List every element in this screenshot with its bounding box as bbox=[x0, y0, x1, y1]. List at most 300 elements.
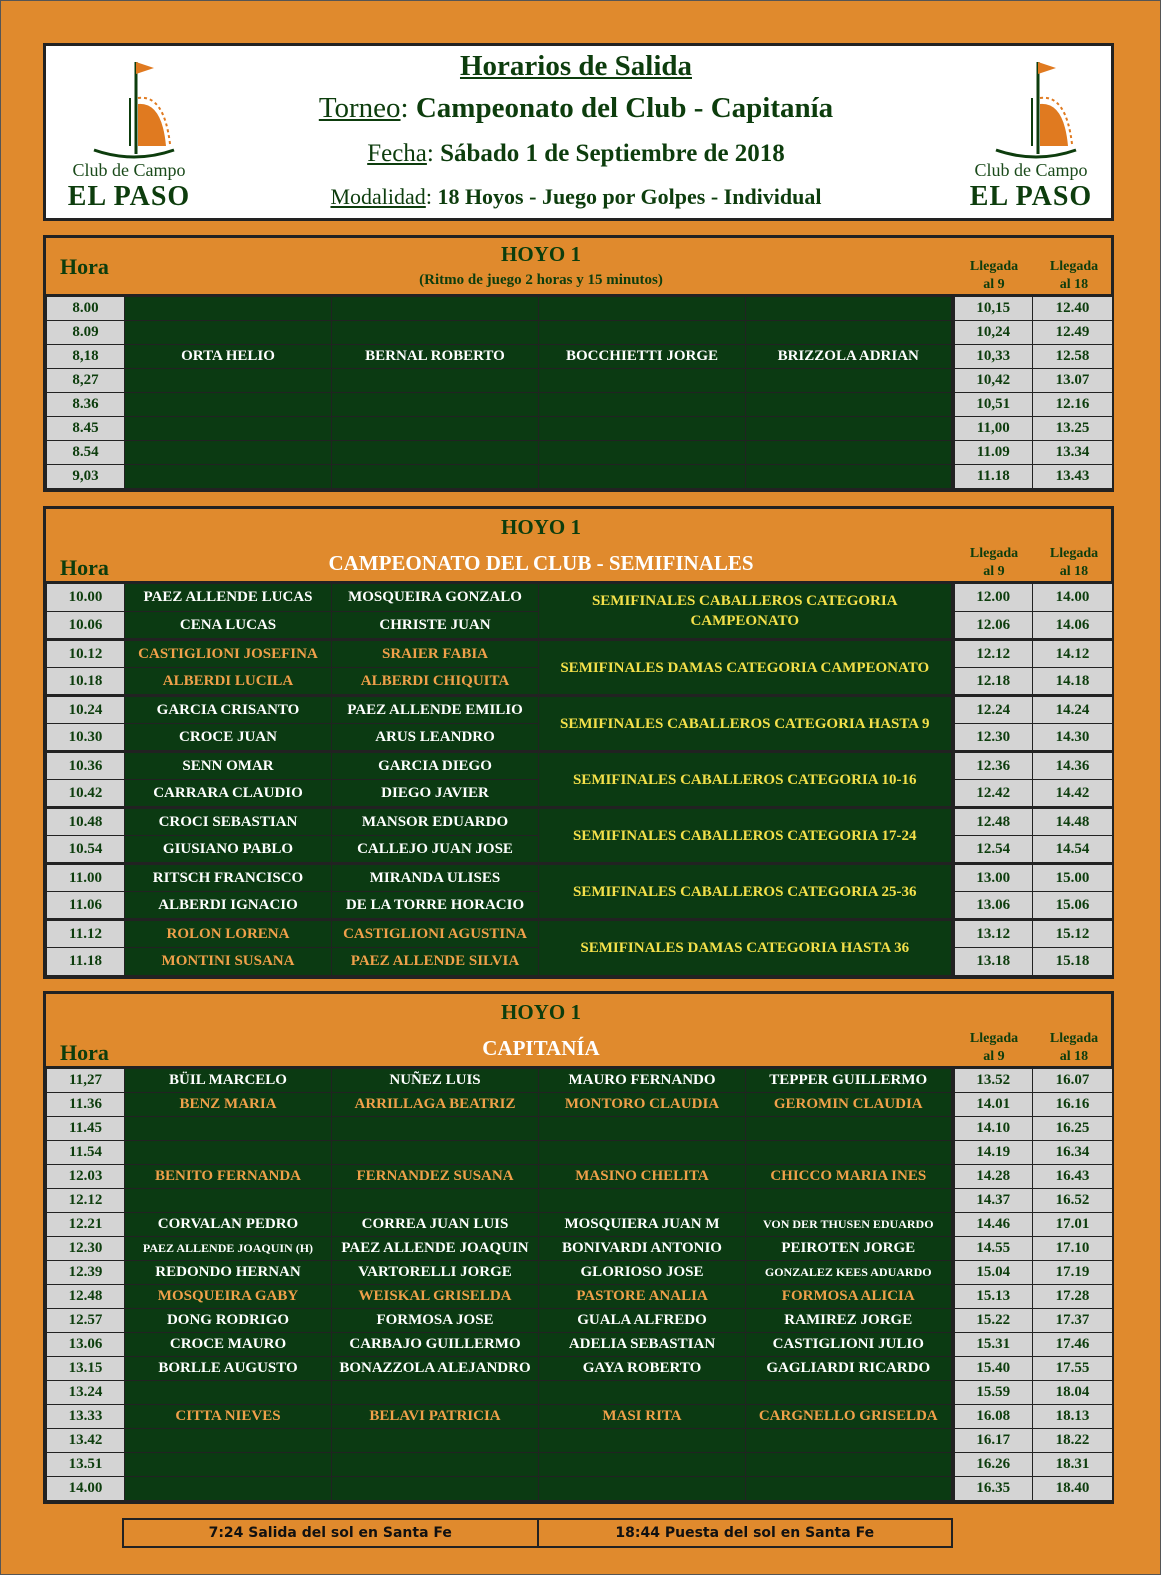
torneo-value: Campeonato del Club - Capitanía bbox=[415, 92, 834, 124]
player-name: CASTIGLIONI AGUSTINA bbox=[332, 920, 539, 948]
table-row bbox=[47, 640, 1113, 668]
table-row bbox=[47, 1165, 1113, 1189]
club-logo-right bbox=[956, 54, 1106, 214]
arrival-18: 14.24 bbox=[1033, 696, 1113, 724]
semifinal-table bbox=[46, 583, 1113, 976]
page-title: Horarios de Salida bbox=[459, 50, 692, 82]
player-name: GAGLIARDI RICARDO bbox=[746, 1357, 953, 1381]
player-name: ARRILLAGA BEATRIZ bbox=[332, 1093, 539, 1117]
arrival-18: 17.19 bbox=[1033, 1261, 1113, 1285]
tee-time: 8.09 bbox=[47, 321, 125, 345]
player-name bbox=[332, 1453, 539, 1477]
arrival-18: 14.12 bbox=[1033, 640, 1113, 668]
player-name bbox=[746, 1453, 953, 1477]
arrival-18: 17.10 bbox=[1033, 1237, 1113, 1261]
table-row bbox=[47, 1357, 1113, 1381]
arrival-18: 14.30 bbox=[1033, 724, 1113, 752]
player-name: CARBAJO GUILLERMO bbox=[332, 1333, 539, 1357]
player-name: RAMIREZ JORGE bbox=[746, 1309, 953, 1333]
player-name: WEISKAL GRISELDA bbox=[332, 1285, 539, 1309]
player-name bbox=[125, 465, 332, 489]
player-name: PAEZ ALLENDE JOAQUIN bbox=[332, 1237, 539, 1261]
capitania-table bbox=[46, 1068, 1113, 1501]
player-name bbox=[539, 1477, 746, 1501]
player-name bbox=[539, 1117, 746, 1141]
section-subtitle: CAMPEONATO DEL CLUB - SEMIFINALES bbox=[328, 551, 754, 575]
player-name: MANSOR EDUARDO bbox=[332, 808, 539, 836]
player-name: CROCE MAURO bbox=[125, 1333, 332, 1357]
category-label: SEMIFINALES DAMAS CATEGORIA CAMPEONATO bbox=[539, 640, 953, 696]
player-name bbox=[332, 1141, 539, 1165]
table-row bbox=[47, 441, 1113, 465]
player-name bbox=[125, 1429, 332, 1453]
tee-time: 12.21 bbox=[47, 1213, 125, 1237]
club-logo-left bbox=[54, 54, 204, 214]
arrival-18: 14.18 bbox=[1033, 668, 1113, 696]
table-row bbox=[47, 920, 1113, 948]
arrival-9: 14.28 bbox=[953, 1165, 1033, 1189]
al9-label: al 9 bbox=[983, 1049, 1005, 1064]
table-row bbox=[47, 1117, 1113, 1141]
player-name bbox=[125, 441, 332, 465]
player-name: GONZALEZ KEES ADUARDO bbox=[746, 1261, 953, 1285]
player-name bbox=[125, 321, 332, 345]
section-title: HOYO 1 bbox=[501, 1000, 581, 1024]
table-row bbox=[47, 321, 1113, 345]
player-name: BENITO FERNANDA bbox=[125, 1165, 332, 1189]
arrival-18: 13.34 bbox=[1033, 441, 1113, 465]
arrival-18: 16.25 bbox=[1033, 1117, 1113, 1141]
section-semifinales bbox=[43, 506, 1114, 979]
section-header bbox=[46, 994, 1111, 1068]
section-title: HOYO 1 bbox=[501, 242, 581, 266]
tee-time: 12.48 bbox=[47, 1285, 125, 1309]
tee-time: 13.33 bbox=[47, 1405, 125, 1429]
player-name bbox=[332, 393, 539, 417]
arrival-18: 13.07 bbox=[1033, 369, 1113, 393]
logo-club-text: Club de Campo bbox=[72, 160, 186, 180]
player-name: ALBERDI LUCILA bbox=[125, 668, 332, 696]
player-name: CARGNELLO GRISELDA bbox=[746, 1405, 953, 1429]
table-row bbox=[47, 1309, 1113, 1333]
player-name: BONIVARDI ANTONIO bbox=[539, 1237, 746, 1261]
player-name: ADELIA SEBASTIAN bbox=[539, 1333, 746, 1357]
llegada18-header bbox=[1034, 545, 1114, 581]
arrival-9: 10,24 bbox=[953, 321, 1033, 345]
player-name: GARCIA CRISANTO bbox=[125, 696, 332, 724]
player-name: FORMOSA ALICIA bbox=[746, 1285, 953, 1309]
player-name: CORREA JUAN LUIS bbox=[332, 1213, 539, 1237]
tee-time: 14.00 bbox=[47, 1477, 125, 1501]
tee-time: 10.36 bbox=[47, 752, 125, 780]
player-name: MIRANDA ULISES bbox=[332, 864, 539, 892]
player-name: BOCCHIETTI JORGE bbox=[539, 345, 746, 369]
sunset-text: 18:44 Puesta del sol en Santa Fe bbox=[537, 1520, 952, 1546]
arrival-18: 18.31 bbox=[1033, 1453, 1113, 1477]
arrival-9: 12.12 bbox=[953, 640, 1033, 668]
tee-time: 9,03 bbox=[47, 465, 125, 489]
logo-club-text: Club de Campo bbox=[974, 160, 1088, 180]
arrival-9: 14.01 bbox=[953, 1093, 1033, 1117]
arrival-9: 14.55 bbox=[953, 1237, 1033, 1261]
arrival-18: 17.46 bbox=[1033, 1333, 1113, 1357]
tee-time: 8,18 bbox=[47, 345, 125, 369]
arrival-9: 14.10 bbox=[953, 1117, 1033, 1141]
player-name bbox=[746, 297, 953, 321]
tee-time: 10.54 bbox=[47, 836, 125, 864]
player-name bbox=[746, 369, 953, 393]
player-name: GLORIOSO JOSE bbox=[539, 1261, 746, 1285]
arrival-18: 17.01 bbox=[1033, 1213, 1113, 1237]
tee-time: 10.30 bbox=[47, 724, 125, 752]
player-name bbox=[332, 1477, 539, 1501]
title-block bbox=[226, 50, 926, 218]
player-name bbox=[539, 1189, 746, 1213]
logo-name-text: EL PASO bbox=[969, 181, 1093, 212]
player-name: RITSCH FRANCISCO bbox=[125, 864, 332, 892]
hora-header: Hora bbox=[60, 555, 109, 580]
player-name: SRAIER FABIA bbox=[332, 640, 539, 668]
arrival-18: 17.28 bbox=[1033, 1285, 1113, 1309]
section-subtitle: CAPITANÍA bbox=[482, 1036, 600, 1060]
tee-time: 10.18 bbox=[47, 668, 125, 696]
tee-times-table bbox=[46, 296, 1113, 489]
section-hoyo1-general bbox=[43, 235, 1114, 492]
tee-time: 8.00 bbox=[47, 297, 125, 321]
table-row bbox=[47, 1477, 1113, 1501]
player-name: MASI RITA bbox=[539, 1405, 746, 1429]
fecha-line: Fecha: Sábado 1 de Septiembre de 2018 bbox=[367, 140, 785, 167]
player-name: GAYA ROBERTO bbox=[539, 1357, 746, 1381]
player-name: ORTA HELIO bbox=[125, 345, 332, 369]
player-name: GUALA ALFREDO bbox=[539, 1309, 746, 1333]
arrival-9: 15.59 bbox=[953, 1381, 1033, 1405]
table-row bbox=[47, 584, 1113, 612]
player-name: MOSQUIERA JUAN M bbox=[539, 1213, 746, 1237]
player-name bbox=[539, 369, 746, 393]
arrival-9: 13.12 bbox=[953, 920, 1033, 948]
player-name: PAEZ ALLENDE JOAQUIN (H) bbox=[125, 1237, 332, 1261]
llegada9-header bbox=[954, 545, 1034, 581]
arrival-9: 12.00 bbox=[953, 584, 1033, 612]
player-name bbox=[746, 1429, 953, 1453]
arrival-9: 12.36 bbox=[953, 752, 1033, 780]
arrival-9: 12.18 bbox=[953, 668, 1033, 696]
player-name: PAEZ ALLENDE LUCAS bbox=[125, 584, 332, 612]
player-name bbox=[125, 369, 332, 393]
flag-sail-icon bbox=[74, 54, 184, 164]
player-name: DE LA TORRE HORACIO bbox=[332, 892, 539, 920]
torneo-line: Torneo: Campeonato del Club - Capitanía bbox=[318, 92, 834, 124]
player-name bbox=[746, 417, 953, 441]
table-row bbox=[47, 1261, 1113, 1285]
arrival-18: 15.06 bbox=[1033, 892, 1113, 920]
arrival-18: 17.55 bbox=[1033, 1357, 1113, 1381]
table-row bbox=[47, 1189, 1113, 1213]
player-name: MOSQUEIRA GONZALO bbox=[332, 584, 539, 612]
llegada18-header bbox=[1034, 1030, 1114, 1066]
player-name: BONAZZOLA ALEJANDRO bbox=[332, 1357, 539, 1381]
player-name bbox=[746, 441, 953, 465]
player-name: CHICCO MARIA INES bbox=[746, 1165, 953, 1189]
player-name bbox=[332, 1189, 539, 1213]
arrival-18: 16.43 bbox=[1033, 1165, 1113, 1189]
table-row bbox=[47, 1141, 1113, 1165]
arrival-9: 12.24 bbox=[953, 696, 1033, 724]
tee-time: 10.00 bbox=[47, 584, 125, 612]
arrival-18: 18.40 bbox=[1033, 1477, 1113, 1501]
player-name: ALBERDI CHIQUITA bbox=[332, 668, 539, 696]
player-name: CHRISTE JUAN bbox=[332, 612, 539, 640]
player-name bbox=[746, 1117, 953, 1141]
llegada-label: Llegada bbox=[969, 1031, 1019, 1046]
table-row bbox=[47, 808, 1113, 836]
tee-time: 13.42 bbox=[47, 1429, 125, 1453]
player-name bbox=[539, 1429, 746, 1453]
llegada9-header bbox=[954, 258, 1034, 294]
fecha-value: Sábado 1 de Septiembre de 2018 bbox=[440, 140, 785, 167]
arrival-9: 11.09 bbox=[953, 441, 1033, 465]
arrival-18: 18.04 bbox=[1033, 1381, 1113, 1405]
tee-time: 12.12 bbox=[47, 1189, 125, 1213]
arrival-18: 18.22 bbox=[1033, 1429, 1113, 1453]
arrival-18: 16.16 bbox=[1033, 1093, 1113, 1117]
player-name bbox=[125, 1141, 332, 1165]
player-name: DIEGO JAVIER bbox=[332, 780, 539, 808]
arrival-9: 12.42 bbox=[953, 780, 1033, 808]
arrival-18: 12.16 bbox=[1033, 393, 1113, 417]
tee-time: 12.57 bbox=[47, 1309, 125, 1333]
player-name: BELAVI PATRICIA bbox=[332, 1405, 539, 1429]
tee-time: 11.54 bbox=[47, 1141, 125, 1165]
tee-time: 11.36 bbox=[47, 1093, 125, 1117]
player-name bbox=[746, 1189, 953, 1213]
tee-time: 13.51 bbox=[47, 1453, 125, 1477]
player-name bbox=[125, 393, 332, 417]
player-name bbox=[332, 297, 539, 321]
arrival-9: 14.46 bbox=[953, 1213, 1033, 1237]
player-name bbox=[746, 1381, 953, 1405]
table-row bbox=[47, 1429, 1113, 1453]
tee-time: 10.48 bbox=[47, 808, 125, 836]
table-row bbox=[47, 1069, 1113, 1093]
player-name bbox=[746, 465, 953, 489]
table-row bbox=[47, 1453, 1113, 1477]
tee-time: 13.24 bbox=[47, 1381, 125, 1405]
player-name: CASTIGLIONI JULIO bbox=[746, 1333, 953, 1357]
player-name bbox=[332, 465, 539, 489]
arrival-18: 16.34 bbox=[1033, 1141, 1113, 1165]
table-row bbox=[47, 465, 1113, 489]
player-name: MONTINI SUSANA bbox=[125, 948, 332, 976]
player-name: GIUSIANO PABLO bbox=[125, 836, 332, 864]
arrival-18: 12.40 bbox=[1033, 297, 1113, 321]
table-row bbox=[47, 1213, 1113, 1237]
llegada-label: Llegada bbox=[1049, 259, 1099, 274]
tee-time: 11.18 bbox=[47, 948, 125, 976]
player-name bbox=[746, 393, 953, 417]
player-name: CORVALAN PEDRO bbox=[125, 1213, 332, 1237]
player-name bbox=[539, 297, 746, 321]
player-name bbox=[332, 1381, 539, 1405]
player-name: PAEZ ALLENDE EMILIO bbox=[332, 696, 539, 724]
player-name: TEPPER GUILLERMO bbox=[746, 1069, 953, 1093]
player-name: NUÑEZ LUIS bbox=[332, 1069, 539, 1093]
table-row bbox=[47, 1381, 1113, 1405]
arrival-18: 17.37 bbox=[1033, 1309, 1113, 1333]
player-name bbox=[539, 441, 746, 465]
table-row bbox=[47, 297, 1113, 321]
tee-time: 11,27 bbox=[47, 1069, 125, 1093]
player-name: DONG RODRIGO bbox=[125, 1309, 332, 1333]
logo-name-text: EL PASO bbox=[67, 181, 191, 212]
arrival-9: 10,51 bbox=[953, 393, 1033, 417]
player-name: FERNANDEZ SUSANA bbox=[332, 1165, 539, 1189]
tee-time: 8,27 bbox=[47, 369, 125, 393]
arrival-9: 16.17 bbox=[953, 1429, 1033, 1453]
player-name bbox=[125, 1381, 332, 1405]
arrival-9: 13.06 bbox=[953, 892, 1033, 920]
arrival-9: 12.54 bbox=[953, 836, 1033, 864]
table-row bbox=[47, 752, 1113, 780]
player-name: PAEZ ALLENDE SILVIA bbox=[332, 948, 539, 976]
arrival-18: 16.52 bbox=[1033, 1189, 1113, 1213]
arrival-18: 14.00 bbox=[1033, 584, 1113, 612]
player-name bbox=[125, 1189, 332, 1213]
arrival-18: 13.25 bbox=[1033, 417, 1113, 441]
torneo-label: Torneo bbox=[318, 92, 401, 124]
player-name: GARCIA DIEGO bbox=[332, 752, 539, 780]
player-name: MOSQUEIRA GABY bbox=[125, 1285, 332, 1309]
arrival-18: 14.48 bbox=[1033, 808, 1113, 836]
player-name bbox=[746, 1141, 953, 1165]
table-row bbox=[47, 696, 1113, 724]
llegada9-header bbox=[954, 1030, 1034, 1066]
category-label: SEMIFINALES CABALLEROS CATEGORIA 17-24 bbox=[539, 808, 953, 864]
arrival-9: 15.22 bbox=[953, 1309, 1033, 1333]
hora-header: Hora bbox=[60, 254, 109, 279]
tee-time: 13.15 bbox=[47, 1357, 125, 1381]
llegada-label: Llegada bbox=[1049, 546, 1099, 561]
player-name bbox=[125, 417, 332, 441]
player-name bbox=[332, 417, 539, 441]
tee-time: 8.36 bbox=[47, 393, 125, 417]
arrival-18: 12.58 bbox=[1033, 345, 1113, 369]
arrival-18: 15.00 bbox=[1033, 864, 1113, 892]
player-name: CASTIGLIONI JOSEFINA bbox=[125, 640, 332, 668]
al9-label: al 9 bbox=[983, 564, 1005, 579]
player-name: BRIZZOLA ADRIAN bbox=[746, 345, 953, 369]
player-name: CENA LUCAS bbox=[125, 612, 332, 640]
tee-time: 11.06 bbox=[47, 892, 125, 920]
player-name bbox=[332, 321, 539, 345]
arrival-18: 15.18 bbox=[1033, 948, 1113, 976]
arrival-9: 15.04 bbox=[953, 1261, 1033, 1285]
player-name: BENZ MARIA bbox=[125, 1093, 332, 1117]
tee-time: 8.45 bbox=[47, 417, 125, 441]
arrival-9: 15.40 bbox=[953, 1357, 1033, 1381]
section-subtitle: (Ritmo de juego 2 horas y 15 minutos) bbox=[419, 272, 663, 288]
player-name: ROLON LORENA bbox=[125, 920, 332, 948]
arrival-9: 11,00 bbox=[953, 417, 1033, 441]
player-name: FORMOSA JOSE bbox=[332, 1309, 539, 1333]
player-name: VON DER THUSEN EDUARDO bbox=[746, 1213, 953, 1237]
table-row bbox=[47, 1333, 1113, 1357]
category-label: SEMIFINALES DAMAS CATEGORIA HASTA 36 bbox=[539, 920, 953, 976]
player-name: MAURO FERNANDO bbox=[539, 1069, 746, 1093]
modalidad-line: Modalidad: 18 Hoyos - Juego por Golpes - Individual bbox=[330, 184, 822, 209]
category-label: SEMIFINALES CABALLEROS CATEGORIA 10-16 bbox=[539, 752, 953, 808]
player-name bbox=[332, 1429, 539, 1453]
table-row bbox=[47, 417, 1113, 441]
tee-time: 12.39 bbox=[47, 1261, 125, 1285]
tee-time: 10.12 bbox=[47, 640, 125, 668]
category-label: SEMIFINALES CABALLEROS CATEGORIA HASTA 9 bbox=[539, 696, 953, 752]
arrival-9: 16.08 bbox=[953, 1405, 1033, 1429]
arrival-9: 12.48 bbox=[953, 808, 1033, 836]
table-row bbox=[47, 864, 1113, 892]
arrival-18: 14.36 bbox=[1033, 752, 1113, 780]
player-name bbox=[125, 1117, 332, 1141]
sunrise-text: 7:24 Salida del sol en Santa Fe bbox=[208, 1525, 452, 1541]
player-name: MONTORO CLAUDIA bbox=[539, 1093, 746, 1117]
arrival-9: 16.35 bbox=[953, 1477, 1033, 1501]
player-name: ALBERDI IGNACIO bbox=[125, 892, 332, 920]
arrival-9: 11.18 bbox=[953, 465, 1033, 489]
sun-times-footer bbox=[122, 1518, 953, 1548]
table-row bbox=[47, 1405, 1113, 1429]
tee-time: 12.03 bbox=[47, 1165, 125, 1189]
player-name bbox=[746, 321, 953, 345]
modalidad-label: Modalidad bbox=[330, 184, 426, 209]
arrival-9: 12.06 bbox=[953, 612, 1033, 640]
table-row bbox=[47, 345, 1113, 369]
al18-label: al 18 bbox=[1059, 1049, 1089, 1064]
player-name bbox=[539, 1453, 746, 1477]
fecha-label: Fecha bbox=[367, 140, 427, 167]
player-name bbox=[539, 1141, 746, 1165]
player-name: PEIROTEN JORGE bbox=[746, 1237, 953, 1261]
tee-time: 12.30 bbox=[47, 1237, 125, 1261]
player-name bbox=[539, 465, 746, 489]
player-name: BERNAL ROBERTO bbox=[332, 345, 539, 369]
section-title: HOYO 1 bbox=[501, 515, 581, 539]
arrival-18: 14.42 bbox=[1033, 780, 1113, 808]
player-name: PASTORE ANALIA bbox=[539, 1285, 746, 1309]
category-label: SEMIFINALES CABALLEROS CATEGORIA 25-36 bbox=[539, 864, 953, 920]
arrival-18: 15.12 bbox=[1033, 920, 1113, 948]
player-name: MASINO CHELITA bbox=[539, 1165, 746, 1189]
arrival-9: 10,33 bbox=[953, 345, 1033, 369]
flag-sail-icon bbox=[976, 54, 1086, 164]
player-name bbox=[539, 1381, 746, 1405]
arrival-9: 10,42 bbox=[953, 369, 1033, 393]
tee-time: 10.42 bbox=[47, 780, 125, 808]
player-name bbox=[332, 369, 539, 393]
player-name: CALLEJO JUAN JOSE bbox=[332, 836, 539, 864]
player-name bbox=[332, 441, 539, 465]
llegada-label: Llegada bbox=[1049, 1031, 1099, 1046]
player-name bbox=[539, 393, 746, 417]
player-name: REDONDO HERNAN bbox=[125, 1261, 332, 1285]
player-name: CITTA NIEVES bbox=[125, 1405, 332, 1429]
tee-time: 10.06 bbox=[47, 612, 125, 640]
llegada18-header bbox=[1034, 258, 1114, 294]
player-name: SENN OMAR bbox=[125, 752, 332, 780]
arrival-9: 14.37 bbox=[953, 1189, 1033, 1213]
table-row bbox=[47, 393, 1113, 417]
section-capitania bbox=[43, 991, 1114, 1504]
